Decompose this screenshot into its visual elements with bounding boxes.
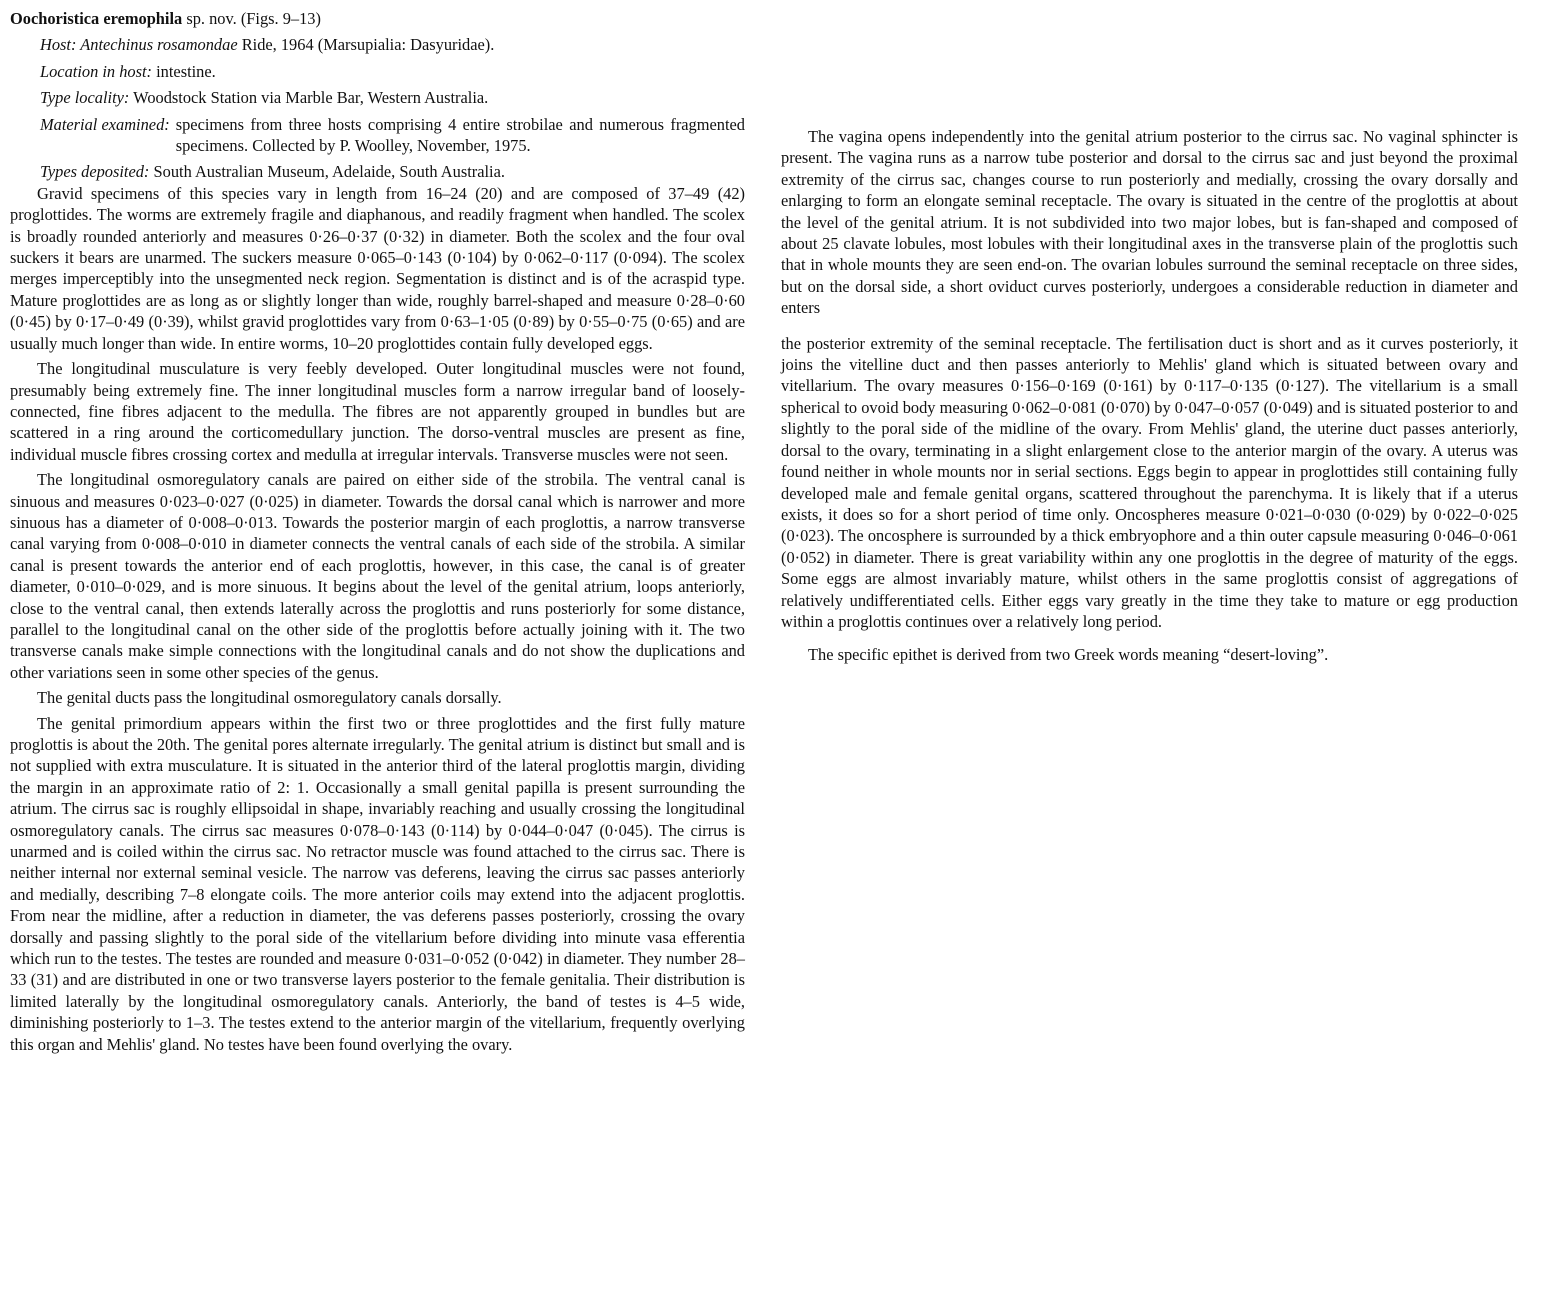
right-column — [781, 126, 1518, 670]
type-locality-text: Woodstock Station via Marble Bar, Western Australia. — [129, 88, 489, 108]
types-deposited-text: South Australian Museum, Adelaide, South Australia. — [149, 162, 505, 182]
location-label: Location in host: — [40, 61, 153, 81]
paragraph: The longitudinal musculature is very feebly developed. Outer longitudinal muscles were not found, presumably being extremely fine. The inner longitudinal muscles form a narrow irregular band of loosely-connected, fine fibres adjacent to the medulla. The fibres are not apparently grouped in bundles but are scattered in a ring around the corticomedullary junction. The dorso-ventral muscles are present as fine, individual muscle fibres crossing cortex and medulla at irregular intervals. Transverse muscles were not seen. — [10, 359, 745, 464]
types-deposited-label: Types deposited: — [40, 162, 150, 182]
paragraph: The vagina opens independently into the genital atrium posterior to the cirrus sac. No vaginal sphincter is present. The vagina runs as a narrow tube posterior and dorsal to the cirrus sac and just beyond the proximal extremity of the cirrus sac, changes course to run posteriorly and medially, crossing the ovary dorsally and enlarging to form an elongate seminal receptacle. The ovary is situated in the centre of the proglottis at about the level of the genital atrium. It is not subdivided into two major lobes, but is fan-shaped and composed of about 25 clavate lobules, most lobules with their longitudinal axes in the transverse plain of the proglottis such that in whole mounts they are seen end-on. The ovarian lobules surround the seminal receptacle on three sides, but on the dorsal side, a short oviduct curves posteriorly, undergoes a considerable reduction in diameter and enters — [781, 127, 1518, 318]
location-text: intestine. — [152, 61, 216, 81]
material-label: Material examined: — [40, 114, 170, 134]
paragraph: The genital ducts pass the longitudinal osmoregulatory canals dorsally. — [37, 688, 502, 708]
types-deposited-line — [40, 161, 745, 182]
location-line — [40, 61, 745, 82]
host-name: Antechinus rosamondae — [76, 35, 238, 55]
material-text: specimens from three hosts comprising 4 entire strobilae and numerous fragmented specimens. Collected by P. Woolley, November, 1975. — [175, 114, 745, 156]
type-locality-line — [40, 87, 745, 108]
left-column — [10, 8, 745, 1059]
paragraph: The longitudinal osmoregulatory canals are paired on either side of the strobila. The ventral canal is sinuous and measures 0·023–0·027 (0·025) in diameter. Towards the dorsal canal which is narrower and more sinuous has a diameter of 0·008–0·013. Towards the posterior margin of each proglottis, a narrow transverse canal varying from 0·008–0·010 in diameter connects the ventral canals of each side of the strobila. A similar canal is present towards the anterior end of each proglottis, however, in this case, the canal is of greater diameter, 0·010–0·029, and is more sinuous. It begins about the level of the genital atrium, loops anteriorly, close to the ventral canal, then extends laterally across the proglottis and runs posteriorly for some distance, parallel to the longitudinal canal on the other side of the proglottis before actually joining with it. The two transverse canals make simple connections with the longitudinal canals and do not show the duplications and other variations seen in some other species of the genus. — [10, 470, 745, 682]
paragraph: The specific epithet is derived from two Greek words meaning “desert-loving”. — [808, 645, 1329, 665]
species-name: Oochoristica eremophila — [10, 9, 183, 28]
paragraph: The genital primordium appears within the first two or three proglottides and the first fully mature proglottis is about the 20th. The genital pores alternate irregularly. The genital atrium is distinct but small and is not supplied with extra musculature. It is situated in the anterior third of the lateral proglottis margin, dividing the margin in an approximate ratio of 2: 1. Occasionally a small genital papilla is present surrounding the atrium. The cirrus sac is roughly ellipsoidal in shape, invariably reaching and usually crossing the longitudinal osmoregulatory canals. The cirrus sac measures 0·078–0·143 (0·114) by 0·044–0·047 (0·045). The cirrus is unarmed and is coiled within the cirrus sac. No retractor muscle was found attached to the cirrus sac. There is neither internal nor external seminal vesicle. The narrow vas deferens, leaving the cirrus sac passes anteriorly and medially, describing 7–8 elongate coils. The more anterior coils may extend into the adjacent proglottis. From near the midline, after a reduction in diameter, the vas deferens passes posteriorly, crossing the ovary dorsally and passing slightly to the poral side of the vitellarium before dividing into minute vasa efferentia which run to the testes. The testes are rounded and measure 0·031–0·052 (0·042) in diameter. They number 28–33 (31) and are distributed in one or two transverse layers posterior to the female genitalia. Their distribution is limited laterally by the longitudinal osmoregulatory canals. Anteriorly, the band of testes is 4–5 wide, diminishing posteriorly to 1–3. The testes extend to the anterior margin of the vitellarium, frequently overlying this organ and Mehlis' gland. No testes have been found overlying the ovary. — [10, 713, 745, 1054]
species-heading — [10, 8, 745, 29]
paragraph: the posterior extremity of the seminal receptacle. The fertilisation duct is short and as it curves posteriorly, it joins the vitelline duct and then passes anteriorly to Mehlis' gland which is situated between ovary and vitellarium. The ovary measures 0·156–0·169 (0·161) by 0·117–0·135 (0·127). The vitellarium is a small spherical to ovoid body measuring 0·062–0·081 (0·070) by 0·047–0·057 (0·049) and is situated posterior to and slightly to the poral side of the midline of the ovary. From Mehlis' gland, the uterine duct passes anteriorly, dorsal to the ovary, terminating in a slight enlargement close to the anterior margin of the ovary. A uterus was found neither in whole mounts nor in serial sections. Eggs begin to appear in proglottides still containing fully developed male and female genital organs, scattered throughout the parenchyma. It is likely that if a uterus exists, it does so for a short period of time only. Oncospheres measure 0·021–0·030 (0·029) by 0·022–0·025 (0·023). The oncosphere is surrounded by a thick embryophore and a thin outer capsule measuring 0·046–0·061 (0·052) in diameter. There is great variability within any one proglottis in the degree of maturity of the eggs. Some eggs are almost invariably mature, whilst others in the same proglottis consist of aggregations of relatively undifferentiated cells. Either eggs vary greatly in the time they take to mature or egg production within a proglottis continues over a relatively long period. — [781, 333, 1518, 631]
species-suffix: sp. nov. (Figs. 9–13) — [182, 9, 321, 28]
type-locality-label: Type locality: — [40, 88, 130, 108]
host-line — [40, 34, 745, 55]
material-examined-line — [40, 114, 745, 157]
host-rest: Ride, 1964 (Marsupialia: Dasyuridae). — [237, 35, 495, 55]
host-label: Host: — [40, 35, 77, 55]
paragraph: Gravid specimens of this species vary in length from 16–24 (20) and are composed of 37–49 (42) proglottides. The worms are extremely fragile and diaphanous, and readily fragment when handled. The scolex is broadly rounded anteriorly and measures 0·26–0·37 (0·32) in diameter. Both the scolex and the four oval suckers it bears are unarmed. The suckers measure 0·065–0·143 (0·104) by 0·062–0·117 (0·094). The scolex merges imperceptibly into the unsegmented neck region. Segmentation is distinct and is of the acraspid type. Mature proglottides are as long as or slightly longer than wide, roughly barrel-shaped and measure 0·28–0·60 (0·45) by 0·17–0·49 (0·39), whilst gravid proglottides vary from 0·63–1·05 (0·89) by 0·55–0·75 (0·65) and are usually much longer than wide. In entire worms, 10–20 proglottides contain fully developed eggs. — [10, 183, 745, 353]
